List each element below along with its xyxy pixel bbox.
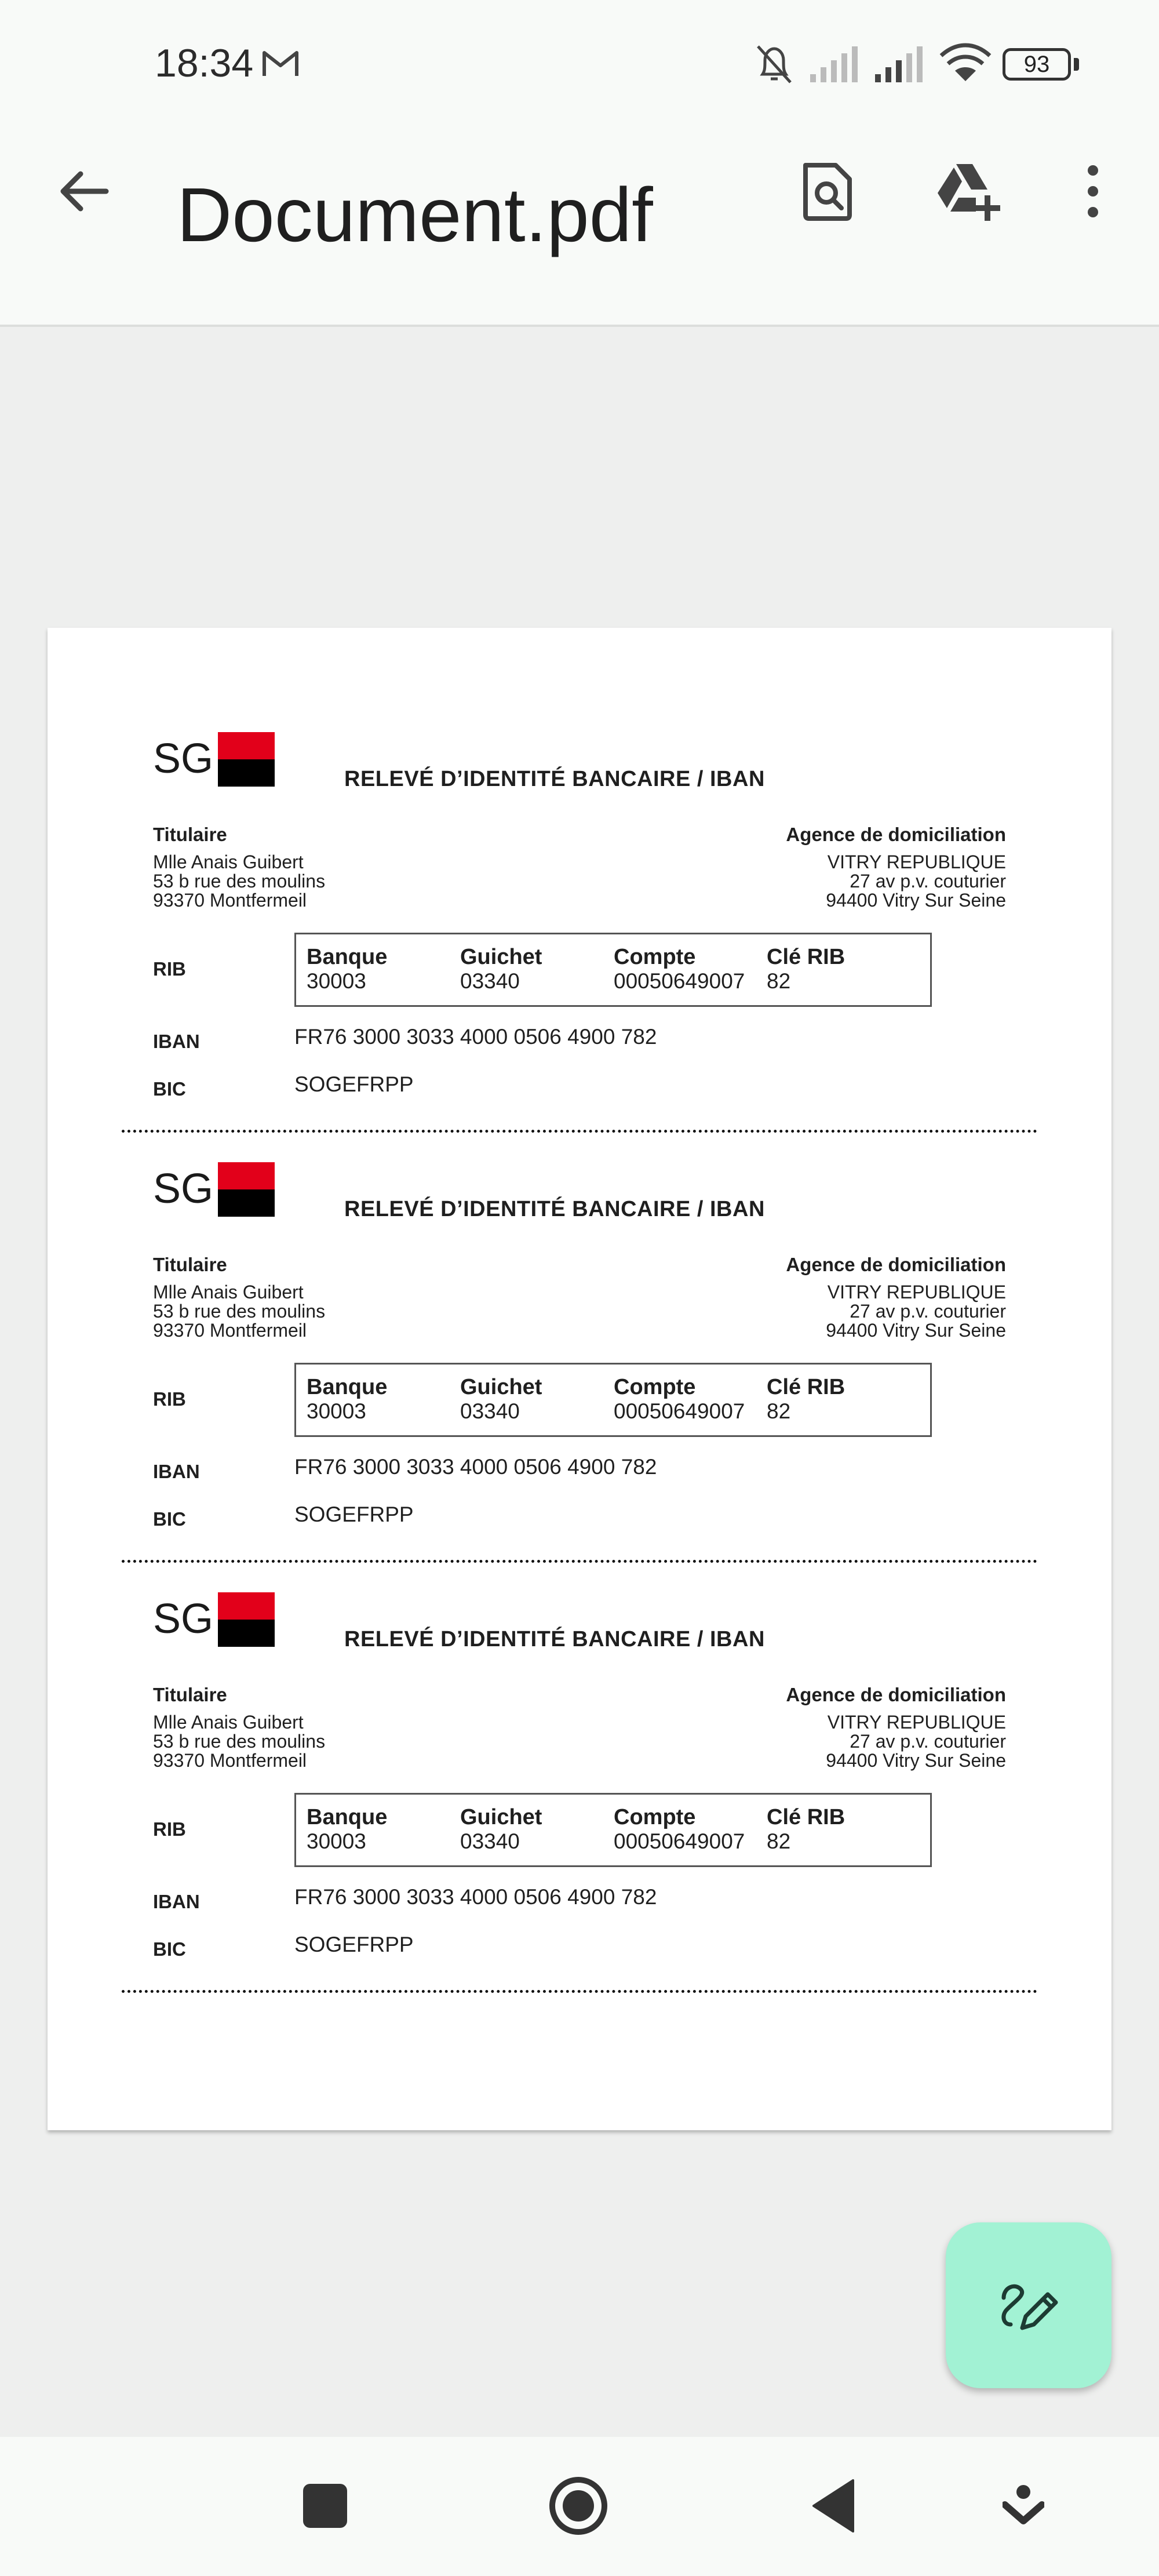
holder-address	[153, 853, 325, 910]
rib-column: Compte 00050649007	[614, 1375, 745, 1423]
annotate-button[interactable]	[946, 2222, 1111, 2388]
home-icon[interactable]	[548, 2475, 609, 2537]
signal-icon	[808, 44, 861, 83]
iban-label: IBAN	[153, 1891, 200, 1912]
rib-column: Guichet 03340	[460, 945, 542, 993]
rib-table	[294, 1363, 932, 1437]
rib-column: Banque 30003	[307, 945, 388, 993]
find-in-page-icon[interactable]	[800, 159, 855, 223]
edit-annotate-icon	[998, 2275, 1059, 2336]
holder-line: 93370 Montfermeil	[153, 1750, 307, 1771]
rib-column: Compte 00050649007	[614, 1805, 745, 1853]
iban-value: FR76 3000 3033 4000 0506 4900 782	[294, 1025, 657, 1049]
rib-title: RELEVÉ D’IDENTITÉ BANCAIRE / IBAN	[344, 1197, 765, 1221]
bic-label: BIC	[153, 1508, 186, 1530]
iban-label: IBAN	[153, 1031, 200, 1052]
holder-line: Mlle Anais Guibert	[153, 1712, 304, 1733]
svg-text:SG: SG	[153, 1166, 214, 1212]
agency-line: VITRY REPUBLIQUE	[827, 1712, 1006, 1733]
rib-column: Clé RIB 82	[767, 945, 845, 993]
rib-column: Clé RIB 82	[767, 1375, 845, 1423]
holder-line: Mlle Anais Guibert	[153, 1282, 304, 1302]
rib-section	[48, 628, 1111, 1100]
iban-label: IBAN	[153, 1461, 200, 1482]
holder-line: 53 b rue des moulins	[153, 871, 326, 892]
agency-line: 27 av p.v. couturier	[850, 1301, 1006, 1322]
back-icon[interactable]	[811, 2478, 855, 2534]
rib-column: Guichet 03340	[460, 1375, 542, 1423]
bic-label: BIC	[153, 1078, 186, 1100]
rib-column: Banque 30003	[307, 1375, 388, 1423]
agency-line: VITRY REPUBLIQUE	[827, 1282, 1006, 1302]
rib-section	[48, 1488, 1111, 1960]
sg-logo	[153, 1162, 275, 1217]
svg-text:SG: SG	[153, 1596, 214, 1642]
agency-label: Agence de domiciliation	[786, 1254, 1006, 1275]
agency-label: Agence de domiciliation	[786, 1684, 1006, 1705]
recents-icon[interactable]	[303, 2484, 347, 2528]
bell-off-icon	[753, 42, 795, 86]
agency-label: Agence de domiciliation	[786, 824, 1006, 845]
document-title: Document.pdf	[177, 172, 653, 257]
agency-line: 27 av p.v. couturier	[850, 1731, 1006, 1752]
holder-address	[153, 1713, 325, 1770]
pdf-page	[48, 628, 1111, 2130]
sg-logo	[153, 732, 275, 787]
holder-line: Mlle Anais Guibert	[153, 852, 304, 872]
sg-logo	[153, 1592, 275, 1647]
bic-label: BIC	[153, 1938, 186, 1960]
rib-table	[294, 933, 932, 1007]
rib-column: Compte 00050649007	[614, 945, 745, 993]
holder-address	[153, 1283, 325, 1340]
agency-line: 94400 Vitry Sur Seine	[826, 890, 1006, 911]
rib-label: RIB	[153, 1388, 186, 1410]
rib-title: RELEVÉ D’IDENTITÉ BANCAIRE / IBAN	[344, 767, 765, 791]
svg-text:SG: SG	[153, 736, 214, 782]
iban-value: FR76 3000 3033 4000 0506 4900 782	[294, 1885, 657, 1909]
holder-label: Titulaire	[153, 1254, 227, 1275]
status-time: 18:34	[155, 41, 254, 85]
iban-value: FR76 3000 3033 4000 0506 4900 782	[294, 1455, 657, 1479]
signal-icon	[873, 44, 926, 83]
holder-line: 93370 Montfermeil	[153, 1320, 307, 1341]
holder-line: 93370 Montfermeil	[153, 890, 307, 911]
rib-table	[294, 1793, 932, 1867]
rib-section	[48, 1058, 1111, 1530]
holder-line: 53 b rue des moulins	[153, 1301, 326, 1322]
battery-tip	[1074, 58, 1079, 71]
agency-address	[826, 1713, 1006, 1770]
bic-value: SOGEFRPP	[294, 1502, 414, 1526]
agency-line: 94400 Vitry Sur Seine	[826, 1750, 1006, 1771]
cut-line	[122, 1990, 1037, 1993]
holder-line: 53 b rue des moulins	[153, 1731, 326, 1752]
agency-line: VITRY REPUBLIQUE	[827, 852, 1006, 872]
agency-line: 94400 Vitry Sur Seine	[826, 1320, 1006, 1341]
rib-title: RELEVÉ D’IDENTITÉ BANCAIRE / IBAN	[344, 1627, 765, 1651]
rib-column: Banque 30003	[307, 1805, 388, 1853]
holder-label: Titulaire	[153, 824, 227, 845]
agency-address	[826, 853, 1006, 910]
add-to-drive-icon[interactable]	[933, 159, 1003, 223]
mail-icon	[262, 49, 299, 78]
more-vert-icon[interactable]	[1084, 162, 1102, 220]
notification-pull-icon[interactable]	[1003, 2484, 1044, 2530]
bic-value: SOGEFRPP	[294, 1072, 414, 1096]
arrow-left-icon[interactable]	[55, 162, 113, 220]
agency-line: 27 av p.v. couturier	[850, 871, 1006, 892]
rib-label: RIB	[153, 1818, 186, 1840]
battery-icon	[1003, 48, 1071, 81]
bic-value: SOGEFRPP	[294, 1933, 414, 1956]
battery-level: 93	[1023, 52, 1050, 77]
agency-address	[826, 1283, 1006, 1340]
rib-column: Guichet 03340	[460, 1805, 542, 1853]
holder-label: Titulaire	[153, 1684, 227, 1705]
rib-label: RIB	[153, 958, 186, 980]
rib-column: Clé RIB 82	[767, 1805, 845, 1853]
wifi-icon	[939, 43, 992, 83]
